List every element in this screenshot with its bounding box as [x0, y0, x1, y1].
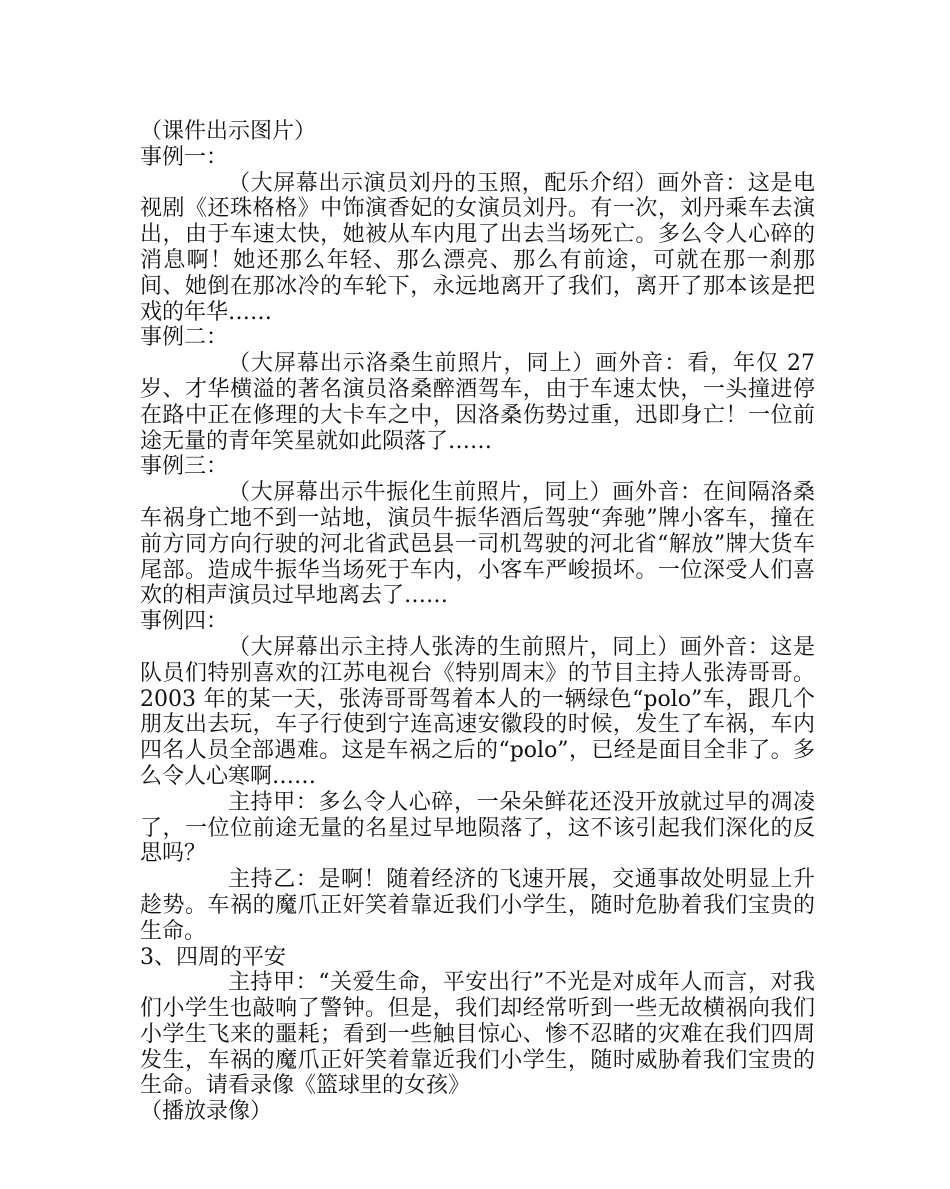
host-a-closing-paragraph: 主持甲：“关爱生命，平安出行”不光是对成年人而言，对我们小学生也敲响了警钟。但是，我们却经常听到一些无故横祸向我们小学生飞来的噩耗；看到一些触目惊心、惨不忍睹的灾难在我们四周发生，车祸的魔爪正奸笑着靠近我们小学生，随时威胁着我们宝贵的生命。请看录像《篮球里的女孩》 [140, 970, 815, 1099]
example-1-heading: 事例一： [140, 144, 229, 170]
host-b-paragraph: 主持乙：是啊！随着经济的飞速开展，交通事故处明显上升趁势。车祸的魔爪正奸笑着靠近我们小学生，随时危胁着我们宝贵的生命。 [140, 867, 815, 944]
example-4-paragraph: （大屏幕出示主持人张涛的生前照片，同上）画外音：这是队员们特别喜欢的江苏电视台《特别周末》的节目主持人张涛哥哥。2003 年的某一天，张涛哥哥驾着本人的一辆绿色“polo”车，跟几个朋友出去玩，车子行使到宁连高速安徽段的时候，发生了车祸，车内四名人员全部遇难。这是车祸之后的“polo”，已经是面目全非了。多么令人心寒啊…… [140, 634, 815, 789]
example-2-paragraph: （大屏幕出示洛桑生前照片，同上）画外音：看，年仅 27 岁、才华横溢的著名演员洛桑醉酒驾车，由于车速太快，一头撞进停在路中正在修理的大卡车之中，因洛桑伤势过重，迅即身亡！一位前途无量的青年笑星就如此陨落了…… [140, 351, 815, 454]
host-a-paragraph: 主持甲：多么令人心碎，一朵朵鲜花还没开放就过早的凋凌了，一位位前途无量的名星过早地陨落了，这不该引起我们深化的反思吗？ [140, 789, 815, 867]
example-3-paragraph: （大屏幕出示牛振化生前照片，同上）画外音：在间隔洛桑车祸身亡地不到一站地，演员牛振华酒后驾驶“奔驰”牌小客车，撞在前方同方向行驶的河北省武邑县一司机驾驶的河北省“解放”牌大货车尾部。造成牛振华当场死于车内，小客车严峻损坏。一位深受人们喜欢的相声演员过早地离去了…… [140, 480, 815, 609]
example-1-paragraph: （大屏幕出示演员刘丹的玉照，配乐介绍）画外音：这是电视剧《还珠格格》中饰演香妃的女演员刘丹。有一次，刘丹乘车去演出，由于车速太快，她被从车内甩了出去当场死亡。多么令人心碎的消息啊！她还那么年轻、那么漂亮、那么有前途，可就在那一刹那间、她倒在那冰冷的车轮下，永远地离开了我们，离开了那本该是把戏的年华…… [140, 170, 815, 325]
example-2-heading: 事例二： [140, 325, 229, 351]
example-3-heading: 事例三： [140, 454, 229, 480]
section-3-heading: 3、四周的平安 [140, 944, 286, 970]
courseware-note: （课件出示图片） [140, 119, 317, 144]
document-body [140, 119, 815, 1125]
play-video-note: （播放录像） [140, 1099, 273, 1125]
example-4-heading: 事例四： [140, 609, 229, 635]
